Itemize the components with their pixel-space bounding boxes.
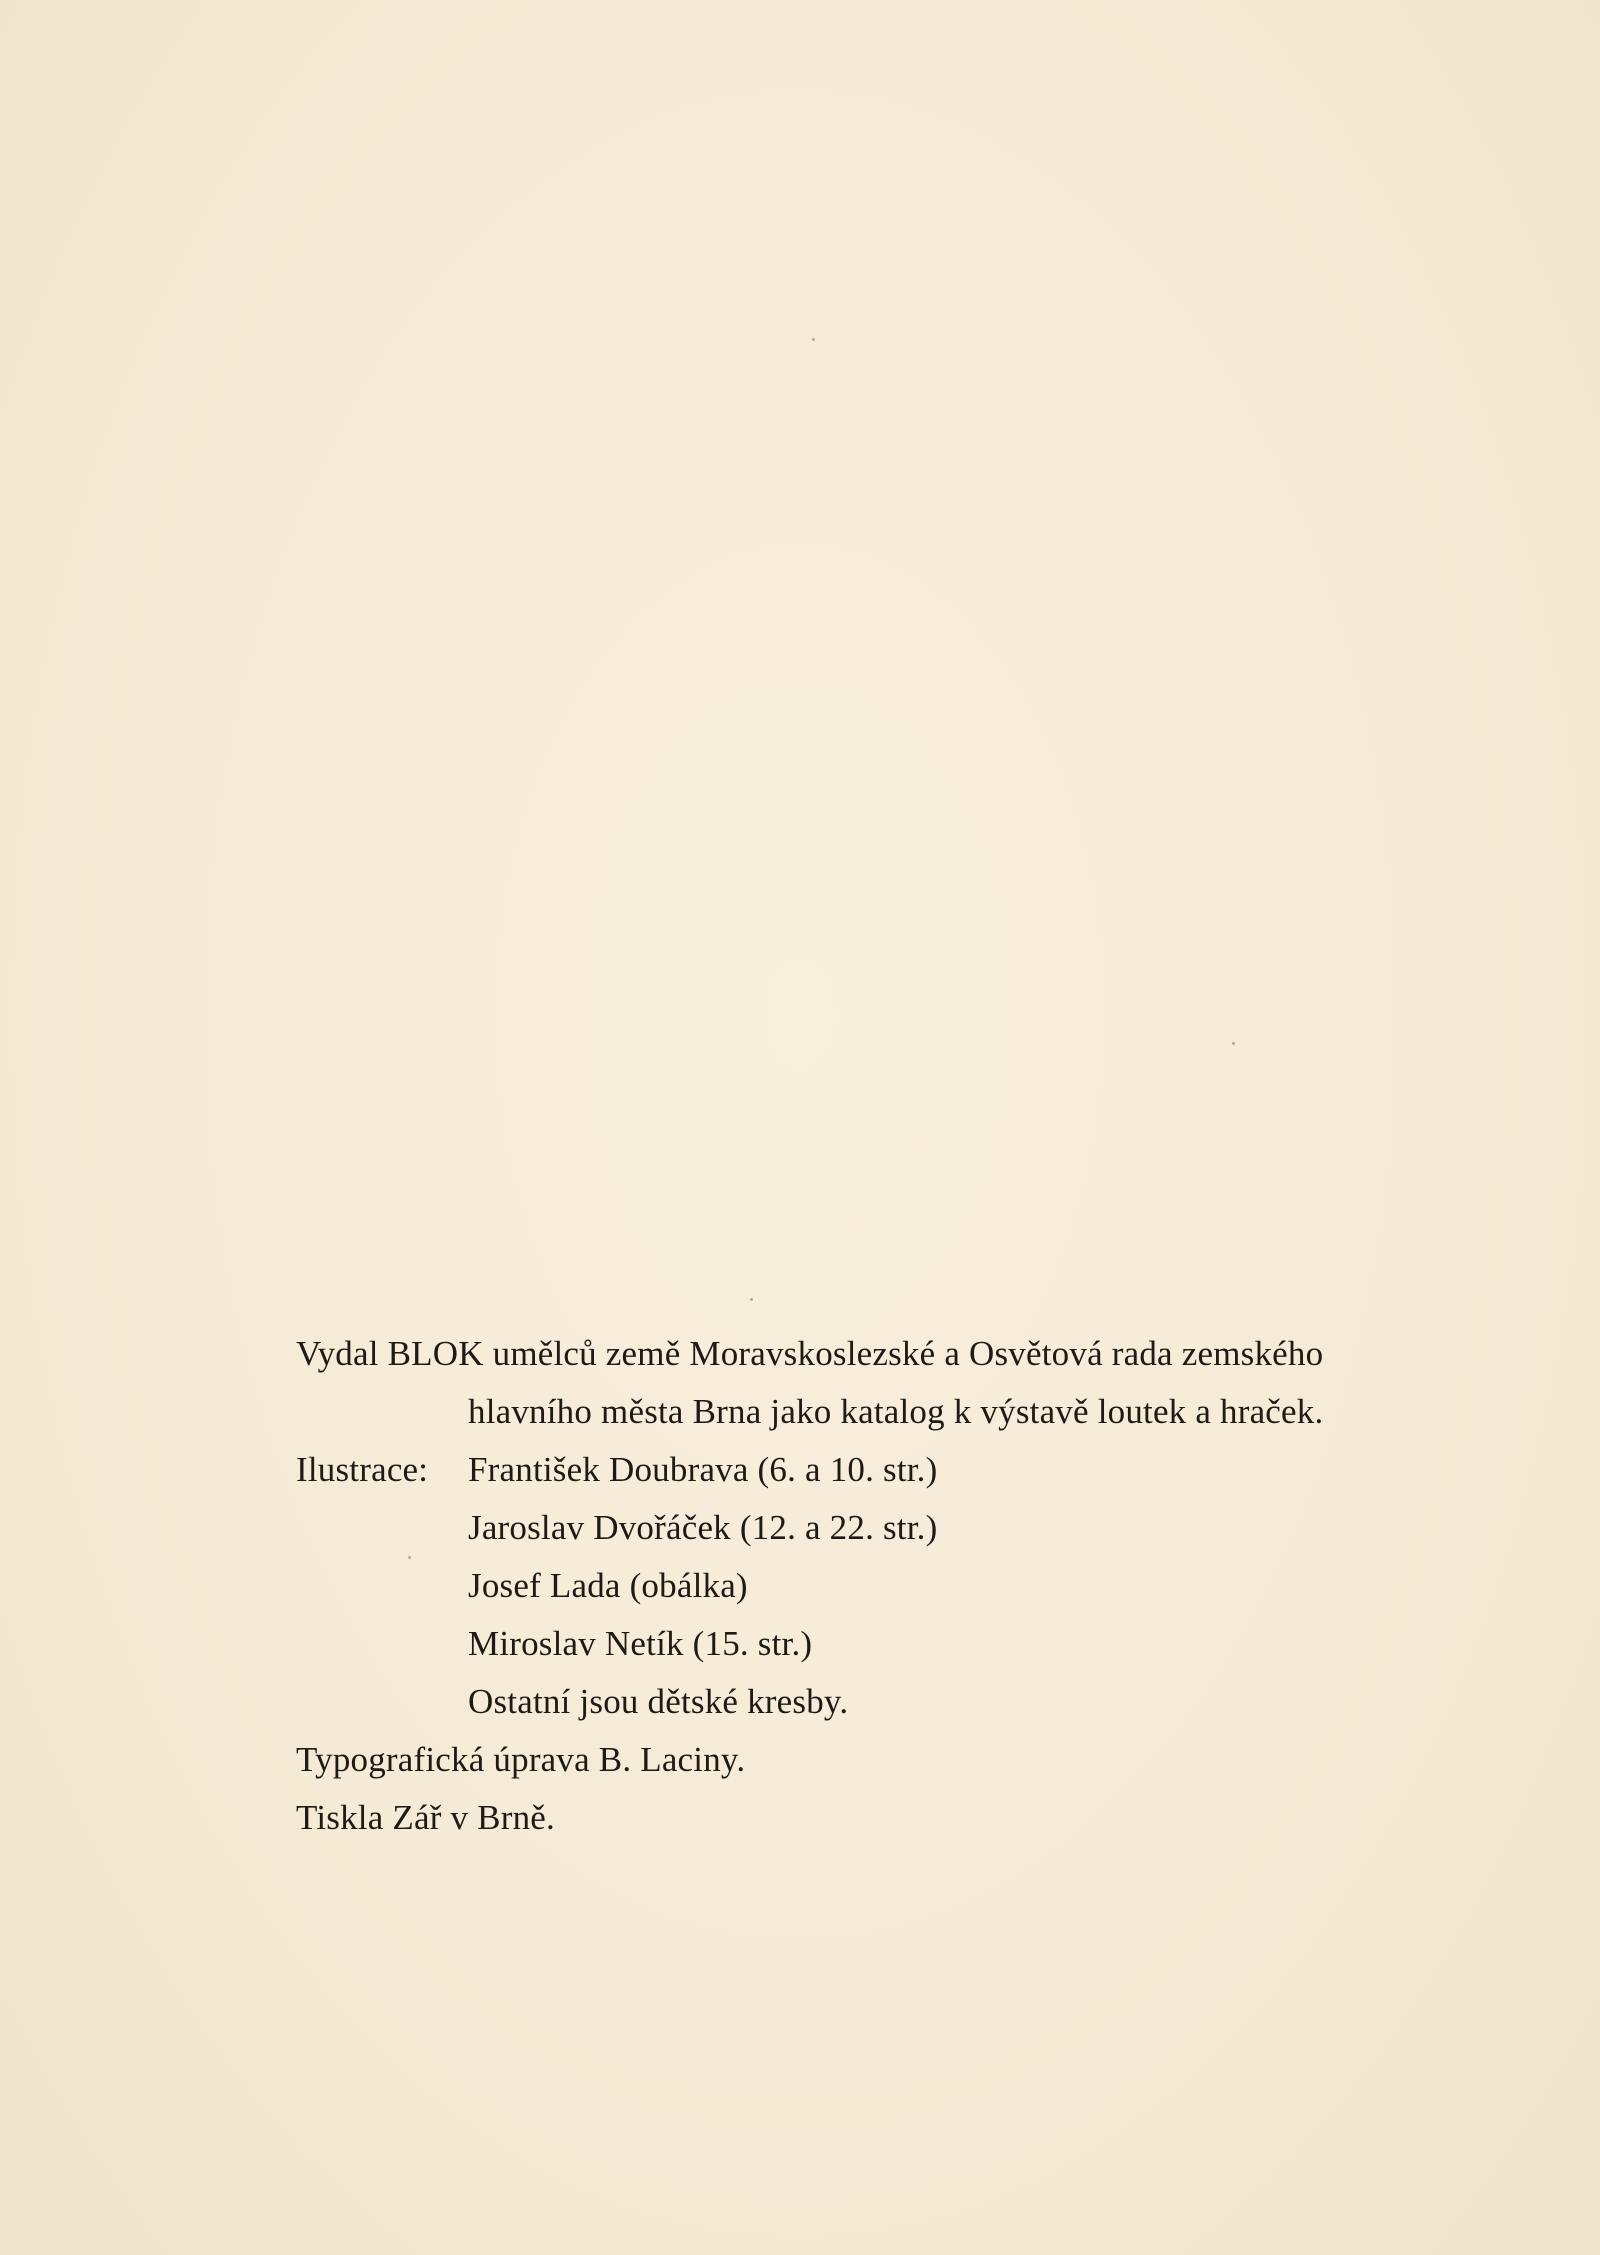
illustrator-entry: František Doubrava (6. a 10. str.) — [468, 1450, 938, 1489]
paper-speck — [1232, 1042, 1235, 1045]
paper-speck — [812, 338, 815, 341]
illustrator-entry: Josef Lada (obálka) — [468, 1566, 748, 1605]
typography-credit: Typografická úprava B. Laciny. — [296, 1740, 746, 1779]
illustrator-entry: Jaroslav Dvořáček (12. a 22. str.) — [468, 1508, 938, 1547]
printer-credit: Tiskla Zář v Brně. — [296, 1798, 555, 1837]
illustrations-note: Ostatní jsou dětské kresby. — [468, 1682, 849, 1721]
publisher-line-1: Vydal BLOK umělců země Moravskoslezské a Osvětová rada zemského — [296, 1334, 1324, 1373]
publisher-line-2: hlavního města Brna jako katalog k výstavě loutek a hraček. — [468, 1392, 1324, 1431]
paper-speck — [750, 1298, 753, 1301]
illustrations-label: Ilustrace: — [296, 1450, 429, 1489]
illustrator-entry: Miroslav Netík (15. str.) — [468, 1624, 813, 1663]
colophon — [296, 1325, 1496, 1847]
